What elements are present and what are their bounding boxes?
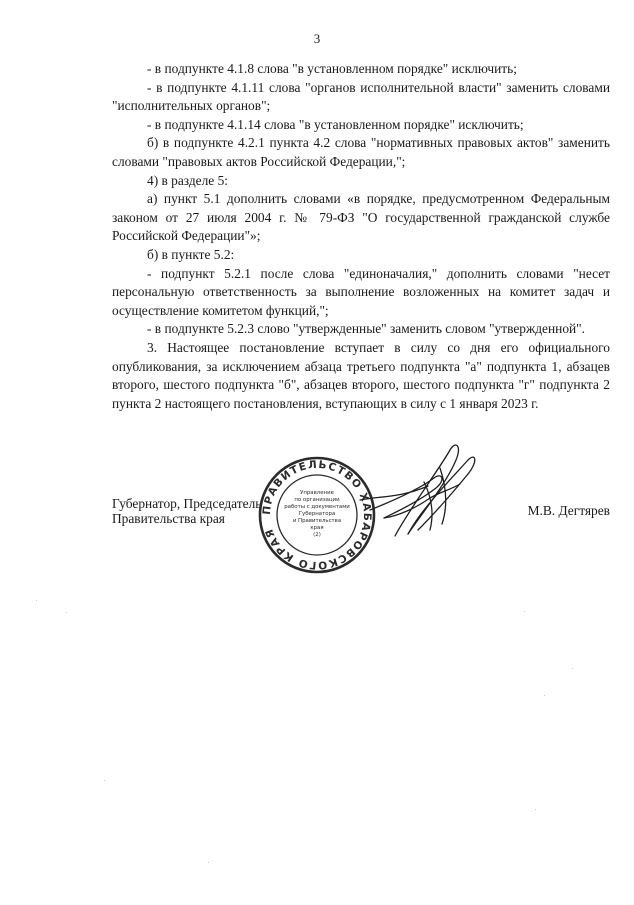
paragraph: 3. Настоящее постановление вступает в силу со дня его официального опубликования, за исключением абзаца третьего подпункта "а" подпункта 1, абзацев второго, шестого подпункта "б", абзацев второго, шестого подпункта "г" подпункта 2 пункта 2 настоящего постановления, вступающих в силу с 1 января 2023 г.: [112, 339, 610, 411]
page-number: 3: [313, 31, 321, 46]
paragraph: - в подпункте 4.1.8 слова "в установленном порядке" исключить;: [147, 61, 517, 76]
paragraph: - в подпункте 5.2.3 слово "утвержденные" заменить словом "утвержденной".: [147, 321, 585, 337]
seal-outer-text: ПРАВИТЕЛЬСТВО ХАБАРОВСКОГО КРАЯ: [260, 458, 374, 572]
signatory-title-line: Губернатор, Председатель: [112, 496, 262, 511]
paragraph: - в подпункте 4.1.11 слова "органов исполнительной власти" заменить словами "исполнительных органов";: [112, 79, 610, 114]
seal-inner-line: Губернатора: [298, 511, 336, 517]
seal-inner-line: Управление: [300, 490, 334, 496]
seal-inner-line: и Правительства: [292, 518, 342, 524]
document-body: [112, 60, 610, 413]
paragraph: б) в подпункте 4.2.1 пункта 4.2 слова "нормативных правовых актов" заменить словами "правовых актов Российской Федерации,";: [112, 135, 610, 169]
seal-inner-line: (2): [313, 532, 321, 538]
seal-inner-line: работы с документами: [284, 504, 350, 510]
paragraph: - в подпункте 4.1.14 слова "в установленном порядке" исключить;: [147, 116, 524, 132]
signatory-name: М.В. Дегтярев: [527, 503, 610, 518]
seal-inner-line: края: [310, 525, 324, 531]
signatory-title-line: Правительства края: [112, 511, 225, 526]
seal-inner-line: по организации: [294, 497, 340, 503]
handwritten-signature: [300, 438, 480, 548]
paragraph: - подпункт 5.2.1 после слова "единоначалия," дополнить словами "несет персональную ответственность за выполнение возложенных на комитет задач и осуществление комитетом функций,";: [112, 265, 610, 318]
paragraph: а) пункт 5.1 дополнить словами «в порядке, предусмотренном Федеральным законом от 27 июля 2004 г. № 79-ФЗ "О государственной гражданской службе Российской Федерации"»;: [112, 191, 610, 244]
paragraph: 4) в разделе 5:: [147, 172, 229, 188]
signatory-title: [112, 496, 261, 526]
paragraph: б) в пункте 5.2:: [147, 246, 235, 262]
